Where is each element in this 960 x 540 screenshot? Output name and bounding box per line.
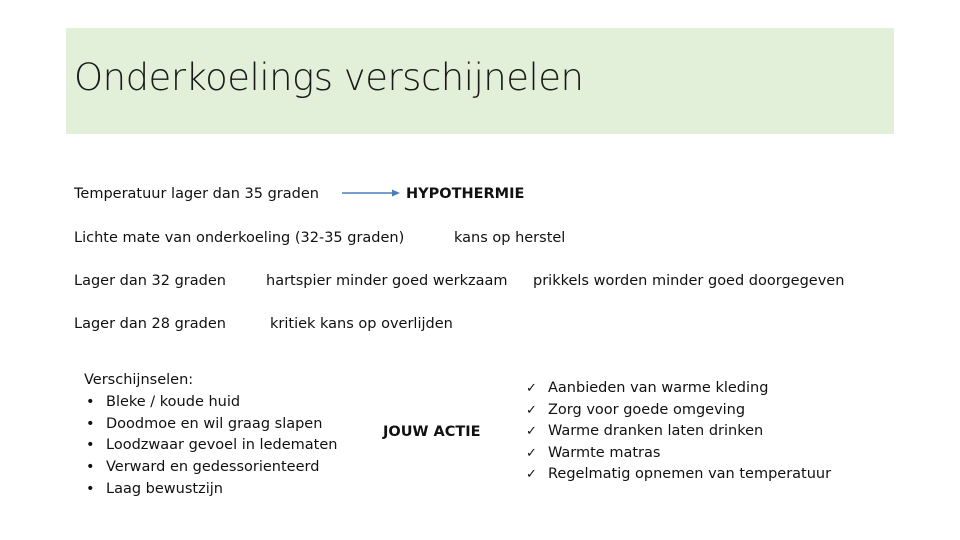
- below32-effect-stimuli: prikkels worden minder goed doorgegeven: [533, 273, 845, 289]
- symptoms-list: [84, 392, 337, 501]
- right-arrow-icon: [342, 188, 400, 198]
- list-item: • Verward en gedessorienteerd: [84, 457, 337, 479]
- bullet-icon: •: [86, 480, 95, 497]
- hypothermia-label: HYPOTHERMIE: [406, 186, 525, 202]
- bullet-icon: •: [86, 459, 95, 476]
- below32-label: Lager dan 32 graden: [74, 273, 226, 289]
- checkmark-icon: ✓: [526, 402, 537, 418]
- checkmark-icon: ✓: [526, 424, 537, 440]
- mild-result: kans op herstel: [454, 230, 566, 246]
- checkmark-icon: ✓: [526, 445, 537, 461]
- checkmark-icon: ✓: [526, 381, 537, 396]
- symptoms-block: [84, 370, 337, 501]
- temp-label: Temperatuur lager dan 35 graden: [74, 186, 319, 202]
- list-item: • Doodmoe en wil graag slapen: [84, 414, 337, 436]
- list-item: • Bleke / koude huid: [84, 392, 337, 414]
- action-label: JOUW ACTIE: [383, 424, 481, 440]
- list-item: ✓ Warmte matras: [526, 443, 831, 465]
- below28-effect: kritiek kans op overlijden: [270, 316, 453, 332]
- title-banner: [66, 28, 894, 134]
- bullet-icon: •: [86, 415, 95, 432]
- list-item: ✓ Zorg voor goede omgeving: [526, 400, 831, 422]
- symptoms-heading: Verschijnselen:: [84, 372, 194, 388]
- checkmark-icon: ✓: [526, 467, 537, 483]
- list-item: • Laag bewustzijn: [84, 479, 337, 501]
- below28-label: Lager dan 28 graden: [74, 316, 226, 332]
- actions-list: [526, 378, 831, 486]
- list-item: ✓ Warme dranken laten drinken: [526, 421, 831, 443]
- slide-title: Onderkoelings verschijnelen: [74, 56, 584, 99]
- bullet-icon: •: [86, 437, 95, 454]
- list-item: ✓ Regelmatig opnemen van temperatuur: [526, 464, 831, 486]
- bullet-icon: •: [86, 393, 95, 410]
- list-item: ✓ Aanbieden van warme kleding: [526, 378, 831, 400]
- mild-label: Lichte mate van onderkoeling (32-35 graden): [74, 230, 405, 246]
- below32-effect-heart: hartspier minder goed werkzaam: [266, 273, 508, 289]
- list-item: • Loodzwaar gevoel in ledematen: [84, 435, 337, 457]
